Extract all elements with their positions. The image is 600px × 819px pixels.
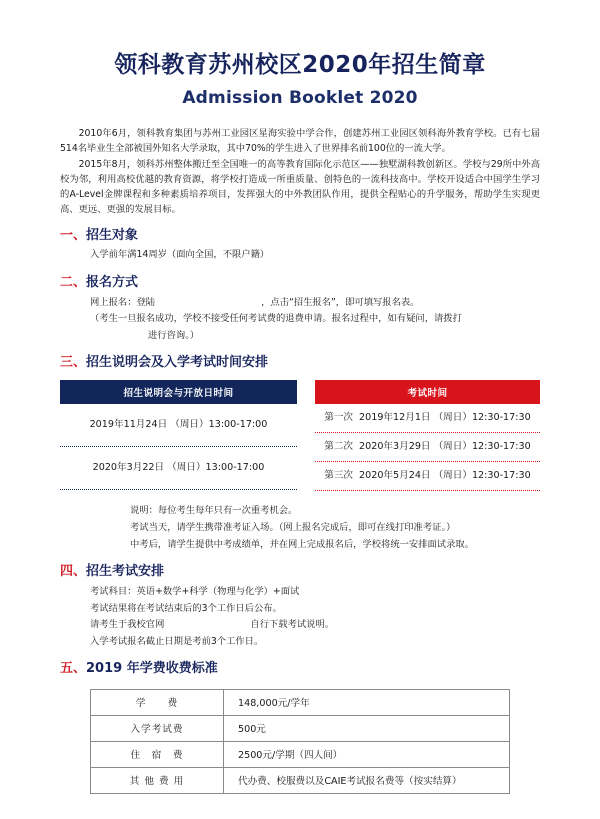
section-title-4: 招生考试安排	[86, 564, 165, 580]
table-row: 2019年11月24日 （周日）13:00-17:00	[60, 404, 297, 447]
section-heading-3	[60, 355, 540, 371]
intro-paragraph-2: 2015年8月，领科苏州整体搬迁至全国唯一的高等教育国际化示范区——独墅湖科教创新区。学校与29所中外高校为邻，利用高校优越的教育资源，将学校打造成一所重质量、创特色的一流科技高中。学校开设适合中国学生学习的A-Level金牌课程和多种素质培养项目，发挥强大的中外教团队作用，提供全程贴心的升学服务，帮助学生实现更高、更远、更强的发展目标。	[60, 158, 540, 215]
redacted-phone-number	[90, 330, 148, 340]
fee-value: 148,000元/学年	[224, 689, 510, 715]
open-day-table-header: 招生说明会与开放日时间	[60, 380, 297, 404]
exam-time-table-header: 考试时间	[315, 380, 540, 404]
fee-label: 其 他 费 用	[91, 767, 224, 793]
schedule-note-3: 中考后，请学生提供中考成绩单，并在网上完成报名后，学校将统一安排面试录取。	[130, 539, 474, 551]
section-heading-5	[60, 661, 540, 677]
exam-time-table-body	[315, 404, 540, 491]
refund-note-text: （考生一旦报名成功，学校不接受任何考试费的退费申请。报名过程中，如有疑问，请拨打	[90, 313, 462, 325]
exam-detail: 2020年5月24日 （周日）12:30-17:30	[359, 469, 531, 481]
section-number-2: 二、	[60, 275, 87, 291]
table-row	[315, 462, 540, 491]
page-subtitle: Admission Booklet 2020	[182, 87, 418, 108]
exam-sequence: 第三次	[324, 469, 354, 481]
section-2-registration-line	[60, 295, 540, 312]
fee-label: 住 宿 费	[91, 741, 224, 767]
table-row	[91, 689, 510, 715]
table-row	[91, 767, 510, 793]
section-4-line-1: 考试科目：英语+数学+科学（物理与化学）+面试	[90, 586, 300, 597]
section-4-line-2: 考试结果将在考试结束后的3个工作日后公布。	[90, 602, 282, 614]
exam-detail: 2019年12月1日 （周日）12:30-17:30	[359, 411, 531, 423]
phone-suffix: 进行咨询。）	[148, 329, 200, 341]
exam-sequence: 第二次	[324, 440, 354, 452]
table-row	[91, 715, 510, 741]
section-title-3: 招生说明会及入学考试时间安排	[86, 355, 269, 371]
open-day-table	[60, 380, 297, 491]
exam-guide-prefix: 请考生于我校官网	[90, 619, 165, 631]
section-title-1: 招生对象	[86, 227, 139, 243]
schedule-notes	[60, 502, 540, 554]
intro-paragraph-1: 2010年6月，领科教育集团与苏州工业园区星海实验中学合作，创建苏州工业园区领科海外教育学校。已有七届514名毕业生全部被国外知名大学录取，其中70%的学生进入了世界排名前100位的一流大学。	[60, 127, 540, 154]
section-heading-4	[60, 564, 540, 580]
fee-table	[90, 689, 510, 794]
registration-suffix: ，点击“招生报名”，即可填写报名表。	[261, 296, 420, 308]
table-row	[315, 404, 540, 433]
section-title-2: 报名方式	[86, 275, 139, 291]
fee-value: 2500元/学期（四人间）	[224, 741, 510, 767]
document-body	[0, 126, 600, 794]
fee-label: 学 费	[91, 689, 224, 715]
exam-sequence: 第一次	[324, 411, 354, 423]
table-row: 2020年3月22日 （周日）13:00-17:00	[60, 447, 297, 490]
section-2-refund-note	[60, 311, 540, 328]
exam-detail: 2020年3月29日 （周日）12:30-17:30	[359, 440, 531, 452]
exam-time-table	[315, 380, 540, 491]
registration-prefix: 网上报名：登陆	[90, 296, 156, 308]
section-number-1: 一、	[60, 227, 87, 243]
schedule-note-1: 说明：每位考生每年只有一次重考机会。	[130, 504, 298, 516]
section-number-5: 五、	[60, 661, 87, 677]
table-row	[91, 741, 510, 767]
fee-label: 入学考试费	[91, 715, 224, 741]
section-heading-2	[60, 275, 540, 291]
table-row	[315, 433, 540, 462]
redacted-website-url-2	[164, 620, 250, 630]
section-2-phone-line	[60, 328, 540, 345]
section-4-line-3	[60, 617, 540, 634]
redacted-website-url	[155, 297, 261, 307]
document-header	[0, 0, 600, 108]
section-number-3: 三、	[60, 355, 87, 371]
section-4-line-4: 入学考试报名截止日期是考前3个工作日。	[90, 635, 264, 647]
section-1-line-1: 入学前年满14周岁（面向全国，不限户籍）	[90, 249, 270, 261]
open-day-table-body	[60, 404, 297, 490]
section-heading-1	[60, 228, 540, 244]
page-title: 领科教育苏州校区2020年招生简章	[114, 52, 486, 78]
schedule-note-2: 考试当天，请学生携带准考证入场。（网上报名完成后，即可在线打印准考证。）	[130, 522, 456, 534]
schedule-tables	[60, 380, 540, 491]
fee-value: 500元	[224, 715, 510, 741]
exam-guide-suffix: 自行下载考试说明。	[250, 619, 335, 631]
fee-value: 代办费、校服费以及CAIE考试报名费等（按实结算）	[224, 767, 510, 793]
section-title-5: 2019 年学费收费标准	[86, 661, 218, 677]
section-number-4: 四、	[60, 564, 87, 580]
